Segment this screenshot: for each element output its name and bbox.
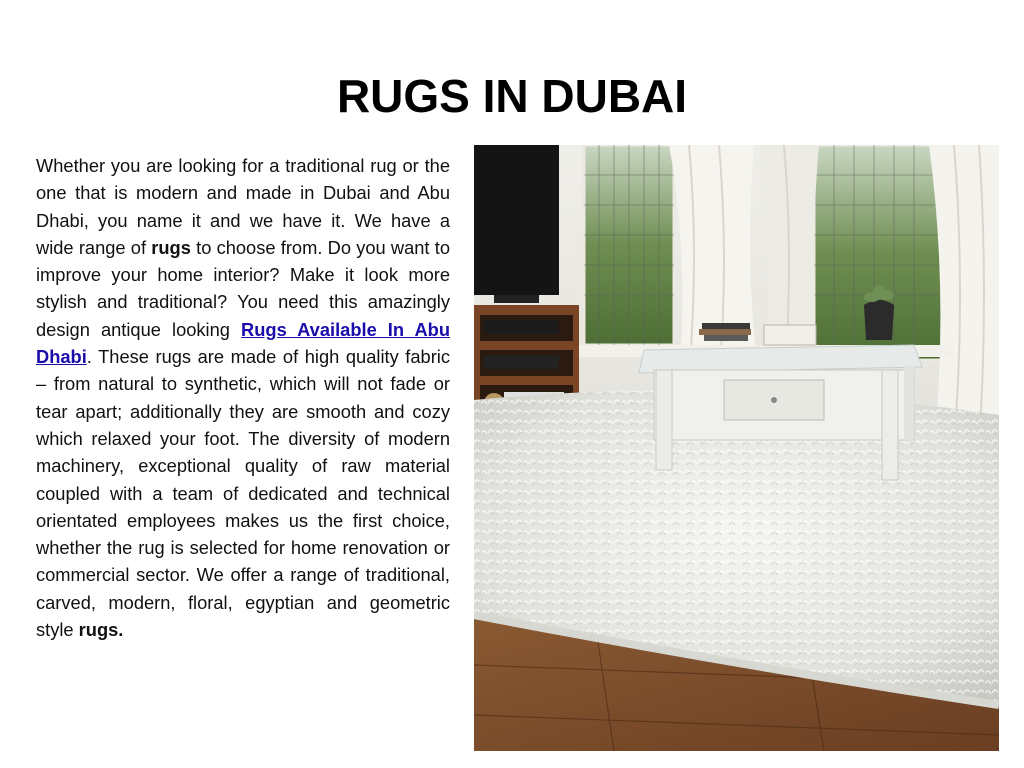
rugs-abu-dhabi-link[interactable]: Rugs Available In Abu Dhabi bbox=[36, 318, 450, 368]
body-text-part-3: . These rugs are made of high quality fabric – from natural to synthetic, which will not fade or tear apart; additionally they are smooth and cozy which relaxed your foot. The diversity of modern machinery, exceptional quality of raw material coupled with a team of dedicated and technical orientated employees makes us the first choice, whether the rug is selected for home renovation or commercial sector. We offer a range of traditional, carved, modern, floral, egyptian and geometric style bbox=[36, 346, 450, 641]
page-title: RUGS IN DUBAI bbox=[336, 69, 688, 122]
bold-rugs-2: rugs. bbox=[78, 619, 124, 641]
body-text-part-1: Whether you are looking for a traditional rug or the one that is modern and made in Dubai and Abu Dhabi, you name it and we have it. We have a wide range of bbox=[36, 155, 450, 258]
living-room-rug-photo bbox=[474, 145, 999, 751]
body-text-part-2: to choose from. Do you want to improve your home interior? Make it look more stylish and traditional? You need this amazingly design antique looking bbox=[36, 236, 450, 340]
bold-rugs-1: rugs bbox=[151, 236, 191, 258]
body-paragraph bbox=[36, 152, 450, 643]
